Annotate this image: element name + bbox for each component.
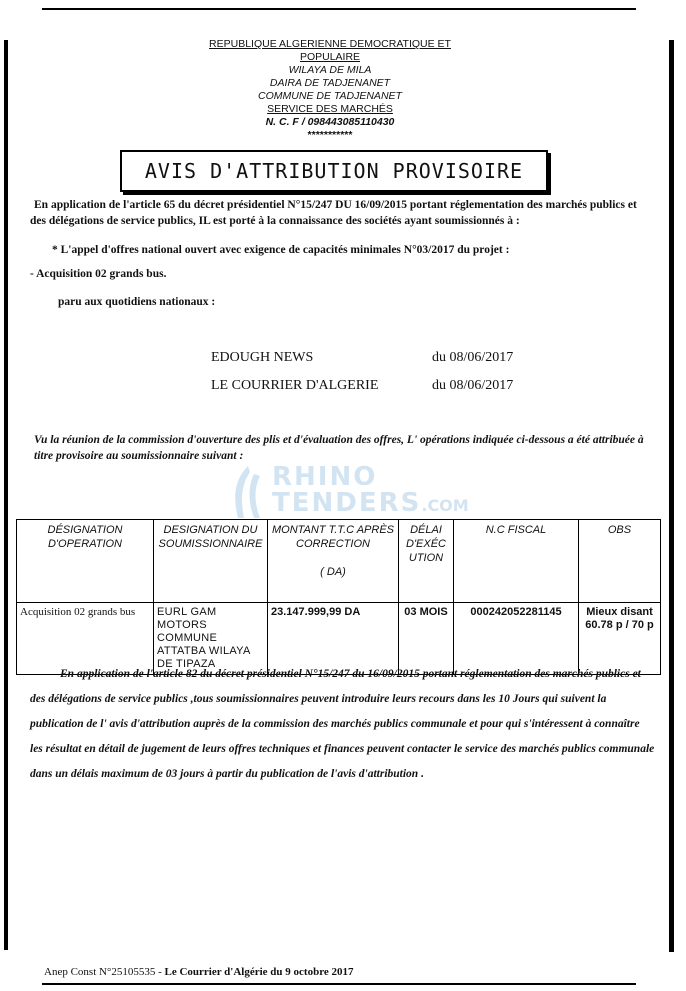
page-title: AVIS D'ATTRIBUTION PROVISOIRE bbox=[144, 159, 524, 183]
header-montant bbox=[268, 520, 399, 603]
service-line: SERVICE DES MARCHÉS bbox=[267, 103, 393, 115]
publication-date: du 08/06/2017 bbox=[432, 378, 514, 393]
watermark-line2 bbox=[272, 488, 469, 518]
daira-line: DAIRA DE TADJENANET bbox=[269, 77, 391, 89]
recourse-paragraph: En application de l'article 82 du décret présidentiel N°15/247 du 16/09/2015 portant réglementation des marchés publics et des délégations de service publics ,tous soumissionnaires peuvent introduire leurs recours dans les 10 Jours qui suivent la publication de l' avis d'attribution auprès de la commission des marchés publics communale et pour qui s'intéressent à connaître les résultat en détail de jugement de leurs offres techniques et finances peuvent contacter le service des marchés publics communale dans un délais maximum de 03 jours à partir du publication de l'avis d'attribution . bbox=[30, 668, 655, 780]
rhino-logo-icon bbox=[228, 464, 268, 520]
header-designation: DÉSIGNATION D'OPERATION bbox=[17, 520, 154, 603]
document-header bbox=[180, 38, 480, 142]
table-header-row bbox=[17, 520, 661, 603]
wilaya-line: WILAYA DE MILA bbox=[288, 64, 372, 76]
cell-nc-fiscal: 000242052281145 bbox=[454, 603, 579, 675]
top-rule bbox=[42, 8, 636, 10]
published-line: paru aux quotidiens nationaux : bbox=[58, 296, 216, 308]
header-obs: OBS bbox=[579, 520, 661, 603]
cell-designation: Acquisition 02 grands bus bbox=[17, 603, 154, 675]
publication-name: LE COURRIER D'ALGERIE bbox=[211, 378, 379, 393]
rhino-tenders-watermark bbox=[228, 464, 478, 526]
header-nc-fiscal: N.C FISCAL bbox=[454, 520, 579, 603]
vu-paragraph: Vu la réunion de la commission d'ouverture des plis et d'évaluation des offres, L' opérations indiquée ci-dessous a été attribuée à titre provisoire au soumissionnaire suivant : bbox=[34, 434, 644, 462]
obs-line2: 60.78 p / 70 p bbox=[585, 619, 654, 631]
object-line: - Acquisition 02 grands bus. bbox=[30, 268, 167, 280]
montant-value: 23.147.999,99 bbox=[271, 606, 342, 618]
obs-line1: Mieux disant bbox=[586, 606, 653, 618]
right-border bbox=[669, 40, 674, 952]
left-border bbox=[4, 40, 8, 950]
watermark-domain: .COM bbox=[421, 496, 469, 515]
stars-line: *********** bbox=[307, 129, 353, 141]
intro-paragraph: En application de l'article 65 du décret présidentiel N°15/247 DU 16/09/2015 portant réglementation des marchés publics et des délégations de service publics, IL est porté à la connaissance des sociétés ayant soumissionnés à : bbox=[30, 199, 637, 227]
header-montant-label: MONTANT T.T.C APRÈS CORRECTION bbox=[271, 524, 395, 550]
commune-line: COMMUNE DE TADJENANET bbox=[258, 90, 402, 102]
title-box bbox=[120, 150, 548, 192]
tender-line: * L'appel d'offres national ouvert avec exigence de capacités minimales N°03/2017 du projet : bbox=[52, 244, 510, 256]
header-delai: DÉLAI D'EXÉC UTION bbox=[399, 520, 454, 603]
footer-source: Le Courrier d'Algérie du 9 octobre 2017 bbox=[164, 966, 354, 978]
cell-soumissionnaire: EURL GAM MOTORS COMMUNE ATTATBA WILAYA DE TIPAZA bbox=[154, 603, 268, 675]
republic-line: REPUBLIQUE ALGERIENNE DEMOCRATIQUE ET POPULAIRE bbox=[209, 38, 451, 63]
header-soumissionnaire: DESIGNATION DU SOUMISSIONNAIRE bbox=[154, 520, 268, 603]
footer-ref: Anep Const N°25105535 - bbox=[44, 966, 165, 978]
footer bbox=[44, 966, 354, 978]
footer-rule bbox=[42, 983, 636, 985]
watermark-line1: RHINO bbox=[272, 462, 378, 492]
header-montant-unit: ( DA) bbox=[320, 566, 346, 578]
watermark-brand: TENDERS bbox=[272, 488, 422, 518]
montant-unit: DA bbox=[344, 606, 361, 618]
publication-name: EDOUGH NEWS bbox=[211, 350, 314, 365]
award-table bbox=[16, 519, 661, 675]
ncf-line: N. C. F / 098443085110430 bbox=[265, 116, 395, 128]
publication-date: du 08/06/2017 bbox=[432, 350, 514, 365]
cell-delai: 03 MOIS bbox=[399, 603, 454, 675]
